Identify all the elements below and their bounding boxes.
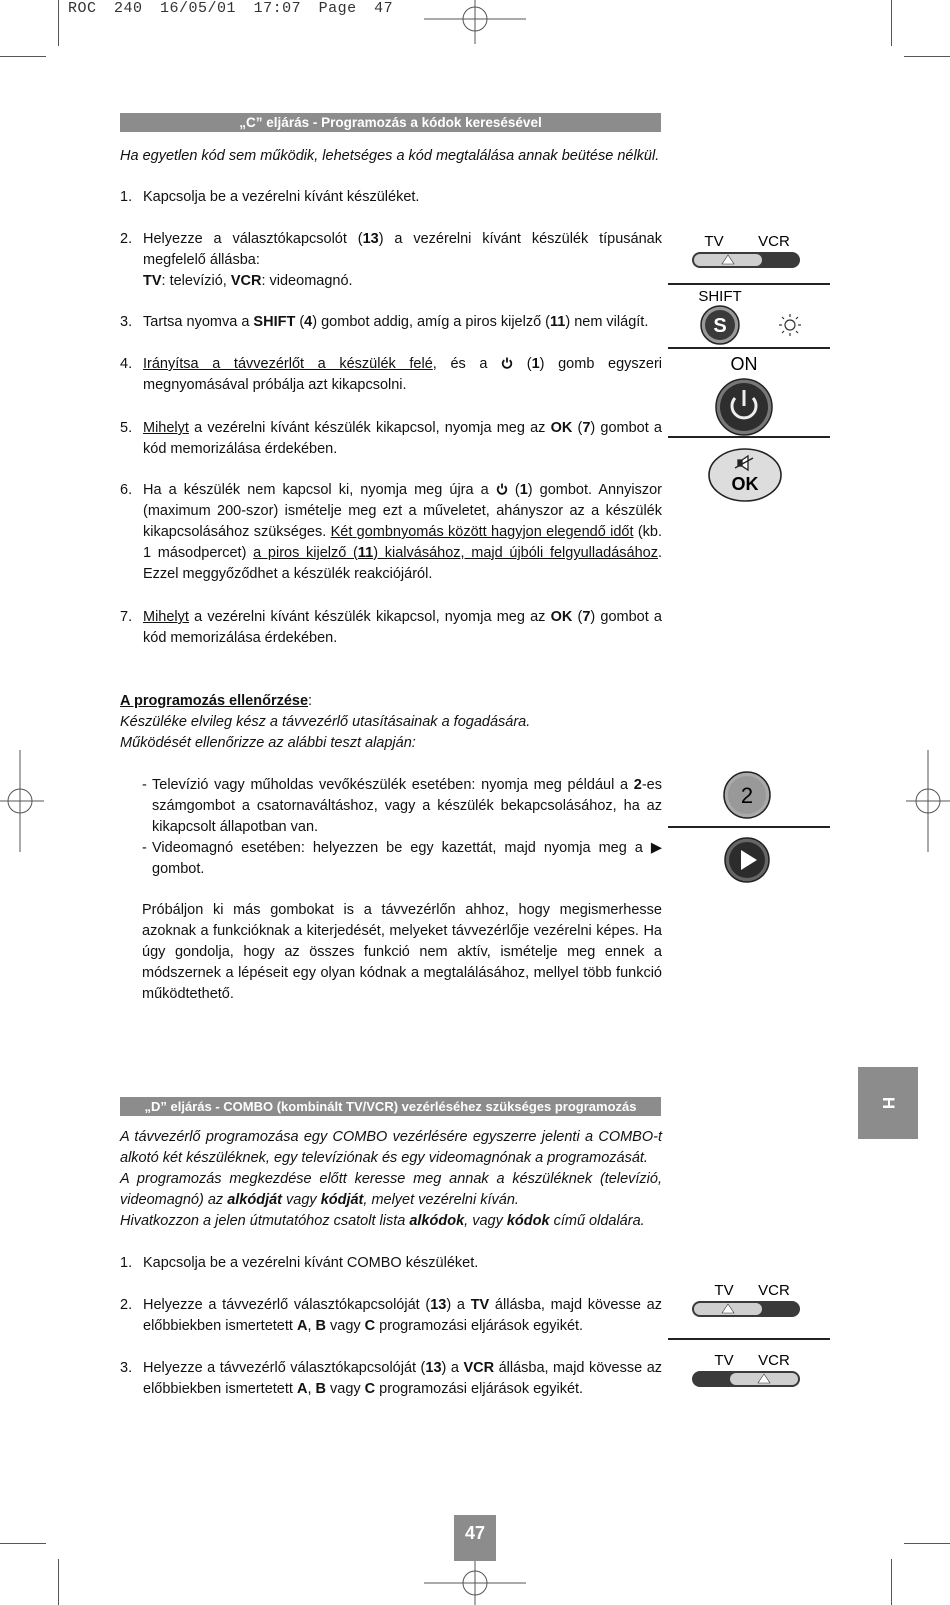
- c-step-6: [120, 480, 662, 585]
- on-button-illustration: [708, 352, 784, 438]
- power-icon: [501, 357, 513, 369]
- divider: [668, 347, 830, 349]
- header-page: Page 47: [318, 0, 394, 17]
- header-date: 16/05/01: [160, 0, 237, 17]
- step-number: 6.: [120, 482, 133, 498]
- step-text: Mihelyt a vezérelni kívánt készülék kikapcsol, nyomja meg az OK (7) gombot a kód memorizálása érdekében.: [143, 420, 662, 457]
- step-text: Irányítsa a távvezérlőt a készülék felé, és a (1) gomb egyszeri megnyomásával próbálja azt kikapcsolni.: [143, 356, 663, 393]
- step-text: Helyezze a távvezérlő választókapcsolóját (13) a VCR állásba, majd kövesse az előbbiekben ismertetett A, B vagy C programozási eljárások egyikét.: [143, 1360, 663, 1397]
- step-number: 2.: [120, 231, 133, 247]
- check-line-1: Készüléke elvileg kész a távvezérlő utasításainak a fogadására.: [120, 714, 531, 730]
- check-line-2: Működését ellenőrizze az alábbi teszt alapján:: [120, 735, 416, 751]
- c-step-1: [120, 187, 662, 208]
- step-number: 3.: [120, 314, 133, 330]
- check-block: A programozás ellenőrzése: Készüléke elvileg kész a távvezérlő utasításainak a fogadására. Működését ellenőrizze az alábbi teszt alapján:: [120, 691, 662, 754]
- step-text: Helyezze a választókapcsolót (13) a vezérelni kívánt készülék típusának megfelelő állásba: TV: televízió, VCR: videomagnó.: [143, 231, 662, 289]
- print-header: [68, 0, 393, 17]
- step-text: Tartsa nyomva a SHIFT (4) gombot addig, amíg a piros kijelző (11) nem világít.: [143, 314, 649, 330]
- shift-key-letter: S: [713, 315, 727, 337]
- registration-mark-left: [0, 750, 44, 852]
- registration-mark-bottom: [424, 1561, 526, 1605]
- tv-vcr-switch-tv: [688, 230, 804, 270]
- divider: [668, 826, 830, 828]
- play-button: [722, 836, 774, 884]
- section-c-title: „C” eljárás - Programozás a kódok keresésével: [120, 113, 661, 132]
- divider: [668, 1338, 830, 1340]
- shift-button-illustration: [690, 284, 820, 346]
- section-d-intro: A távvezérlő programozása egy COMBO vezérlésére egyszerre jelenti a COMBO-t alkotó két készüléknek, egy televíziónak és egy videomagnónak a programozását. A programozás megkezdése előtt keresse meg annak a készüléknek (televízió, videomagnó) az alkódját vagy kódját, melyet vezérelni kíván. Hivatkozzon a jelen útmutatóhoz csatolt lista alkódok, vagy kódok című oldalára.: [120, 1129, 662, 1229]
- switch-label-vcr: VCR: [758, 233, 790, 250]
- step-number: 2.: [120, 1297, 133, 1313]
- step-number: 7.: [120, 609, 133, 625]
- divider: [668, 436, 830, 438]
- c-step-5: [120, 418, 662, 460]
- shift-label: SHIFT: [698, 288, 742, 305]
- ok-label: OK: [731, 474, 759, 494]
- step-text: Helyezze a távvezérlő választókapcsolóját (13) a TV állásba, majd kövesse az előbbiekben ismertetett A, B vagy C programozási eljárások egyikét.: [143, 1297, 662, 1334]
- check-bullet-tv: - Televízió vagy műholdas vevőkészülék esetében: nyomja meg például a 2-es számgombot a csatornaváltáshoz, vagy a készülék bekapcsolásához, ha az kikapcsolt állapotban van.: [142, 777, 662, 835]
- step-number: 1.: [120, 189, 133, 205]
- step-text: Kapcsolja be a vezérelni kívánt COMBO készüléket.: [143, 1255, 479, 1271]
- header-time: 17:07: [253, 0, 302, 17]
- led-indicator-icon: [779, 314, 801, 336]
- step-text: Mihelyt a vezérelni kívánt készülék kikapcsol, nyomja meg az OK (7) gombot a kód memorizálása érdekében.: [143, 609, 662, 646]
- power-icon: [496, 483, 508, 495]
- c-step-2: [120, 229, 662, 292]
- registration-mark-top: [424, 0, 526, 44]
- d-step-3: [120, 1358, 662, 1400]
- d-step-2: [120, 1295, 662, 1337]
- step-number: 3.: [120, 1360, 133, 1376]
- registration-mark-right: [906, 750, 950, 852]
- step-number: 1.: [120, 1255, 133, 1271]
- c-step-4: [120, 354, 662, 396]
- header-model: ROC 240: [68, 0, 143, 17]
- number-2-button: [722, 770, 774, 822]
- c-step-3: [120, 312, 662, 333]
- switch-label-tv: TV: [714, 1282, 734, 1299]
- section-c-intro: Ha egyetlen kód sem működik, lehetséges a kód megtalálása annak beütése nélkül.: [120, 148, 660, 164]
- ok-button-illustration: [706, 446, 786, 504]
- tv-vcr-switch-vcr: [688, 1349, 804, 1389]
- d-step-1: [120, 1253, 662, 1274]
- page-number: 47: [454, 1515, 496, 1561]
- switch-label-vcr: VCR: [758, 1352, 790, 1369]
- check-bullet-vcr: - Videomagnó esetében: helyezzen be egy kazettát, majd nyomja meg a ▶ gombot.: [142, 840, 662, 877]
- c-step-7: [120, 607, 662, 649]
- language-tab: [858, 1067, 918, 1139]
- step-number: 4.: [120, 356, 133, 372]
- tv-vcr-switch-tv-2: [688, 1279, 804, 1319]
- check-paragraph: Próbáljon ki más gombokat is a távvezérlőn ahhoz, hogy megismerhesse azoknak a funkcióknak a kiterjedését, melyeket távvezérlője vezérelni képes. Ha úgy gondolja, hogy az összes funkció nem aktív, ismételje meg ennek a módszernek a lépéseit egy olyan kódnak a megtalálásához, mellyel több funkció működtethető.: [142, 902, 662, 1002]
- on-label: ON: [730, 354, 758, 374]
- step-text: Ha a készülék nem kapcsol ki, nyomja meg újra a (1) gombot. Annyiszor (maximum 200-szor) ismételje meg ezt a műveletet, ahányszor az a készülék kikapcsolásához szükséges. Két gombnyomás között hagyjon elegendő időt (kb. 1 másodpercet) a piros kijelző (11) kialvásához, majd újbóli felgyulladásához. Ezzel meggyőződhet a készülék reakciójáról.: [143, 482, 663, 582]
- switch-label-vcr: VCR: [758, 1282, 790, 1299]
- switch-label-tv: TV: [714, 1352, 734, 1369]
- step-text: Kapcsolja be a vezérelni kívánt készüléket.: [143, 189, 420, 205]
- section-d-title: „D” eljárás - COMBO (kombinált TV/VCR) vezérléséhez szükséges programozás: [120, 1097, 661, 1116]
- check-heading: A programozás ellenőrzése: [120, 693, 309, 709]
- language-tab-label: H: [879, 1096, 898, 1110]
- switch-label-tv: TV: [704, 233, 724, 250]
- step-number: 5.: [120, 420, 133, 436]
- number-label: 2: [740, 783, 754, 808]
